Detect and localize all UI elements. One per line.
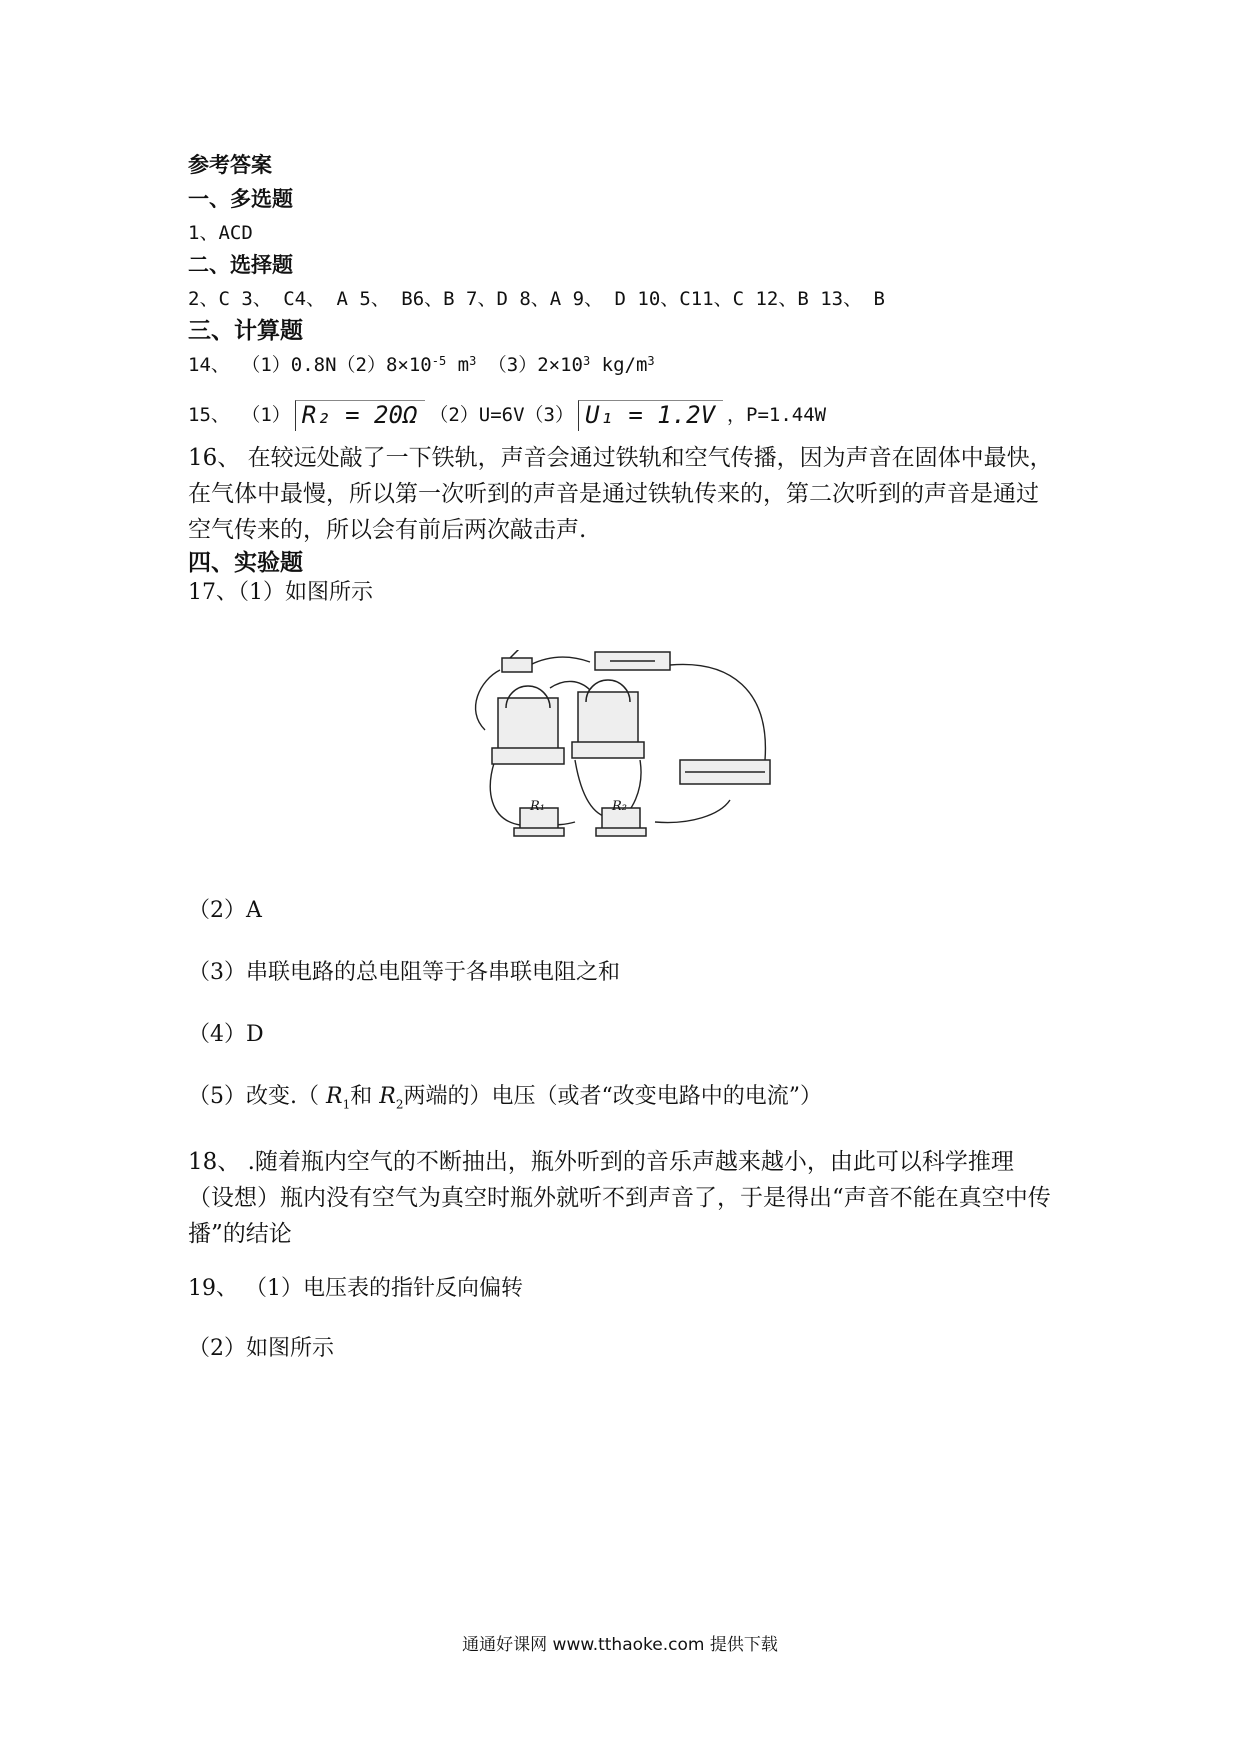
answer-17-5-sub2: 2 xyxy=(395,1097,404,1112)
answer-17-5-r2: R xyxy=(379,1084,396,1109)
answer-1: 1、ACD xyxy=(188,222,253,244)
section-experiment: 四、实验题 xyxy=(188,550,303,576)
answer-14-exp4: 3 xyxy=(647,354,655,368)
answers-2-13: 2、C 3、 C4、 A 5、 B6、B 7、D 8、A 9、 D 10、C11、C 12、B 13、 B xyxy=(188,288,885,310)
answer-17-3: （3）串联电路的总电阻等于各串联电阻之和 xyxy=(188,960,620,985)
answer-17-5-p2: 两端的）电压（或者“改变电路中的电流”） xyxy=(403,1084,822,1109)
answer-15-prefix: 15、 （1） xyxy=(188,404,291,426)
answer-19-2: （2）如图所示 xyxy=(188,1336,334,1361)
answer-17-5-and: 和 xyxy=(350,1084,373,1109)
answer-15-formula-r2: R₂ = 20Ω xyxy=(295,400,426,431)
answer-17-5-p1: （5）改变.（ xyxy=(188,1084,319,1109)
answer-15-formula-u1: U₁ = 1.2V xyxy=(578,400,723,431)
answer-18: 18、 .随着瓶内空气的不断抽出，瓶外听到的音乐声越来越小，由此可以科学推理（设想）瓶内没有空气为真空时瓶外就听不到声音了，于是得出“声音不能在真空中传播”的结论 xyxy=(188,1149,1051,1247)
circuit-diagram xyxy=(470,650,800,850)
section-single-choice: 二、选择题 xyxy=(188,253,293,277)
answer-14-mid: （3）2×10 xyxy=(487,354,583,376)
section-multi-choice: 一、多选题 xyxy=(188,187,293,211)
answer-17-4: （4）D xyxy=(188,1022,264,1047)
answer-17-2: （2）A xyxy=(188,898,262,923)
page-title: 参考答案 xyxy=(188,153,272,177)
answer-14-prefix: 14、 （1）0.8N（2）8×10 xyxy=(188,354,432,376)
answer-19-1: 19、 （1）电压表的指针反向偏转 xyxy=(188,1276,523,1301)
answer-15 xyxy=(188,400,826,431)
answer-15-mid: （2）U=6V（3） xyxy=(429,404,574,426)
section-calculation: 三、计算题 xyxy=(188,318,303,344)
answer-17-1: 17、（1）如图所示 xyxy=(188,580,373,605)
label-r2: R₂ xyxy=(612,799,627,814)
footer-source: 通通好课网 www.tthaoke.com 提供下载 xyxy=(462,1635,778,1655)
answer-14-unit2: kg/m xyxy=(601,354,648,376)
answer-14-unit1: m xyxy=(457,354,470,376)
answer-14 xyxy=(188,352,655,378)
answer-14-exp1: -5 xyxy=(431,354,447,368)
answer-15-suffix: ，P=1.44W xyxy=(727,404,827,426)
answer-14-exp2: 3 xyxy=(469,354,477,368)
answer-17-5 xyxy=(188,1084,822,1117)
answer-17-5-sub1: 1 xyxy=(342,1097,351,1112)
label-r1: R₁ xyxy=(530,799,545,814)
answer-16: 16、 在较远处敲了一下铁轨，声音会通过铁轨和空气传播，因为声音在固体中最快，在气体中最慢，所以第一次听到的声音是通过铁轨传来的，第二次听到的声音是通过空气传来的，所以会有前后两次敲击声. xyxy=(188,445,1053,543)
answer-14-exp3: 3 xyxy=(582,354,591,368)
answer-17-5-r1: R xyxy=(326,1084,343,1109)
